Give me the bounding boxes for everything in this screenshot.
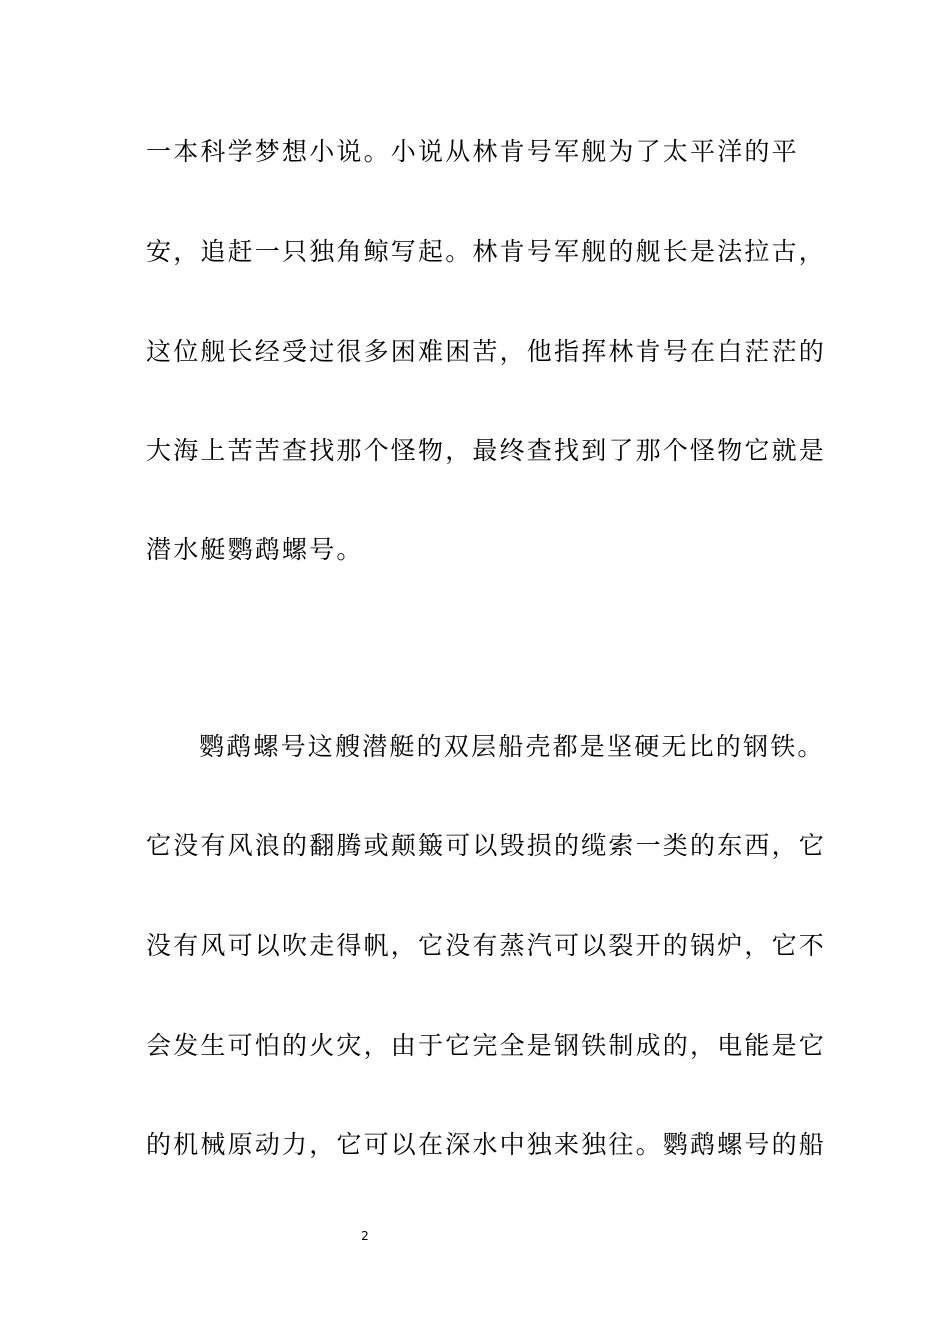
paragraph-2-line-3: 没有风可以吹走得帆，它没有蒸汽可以裂开的锅炉，它不: [146, 931, 827, 960]
paragraph-1-line-5: 潜水艇鹦鹉螺号。: [146, 535, 364, 564]
page-number: 2: [361, 1229, 369, 1243]
paragraph-2-line-1: 鹦鹉螺号这艘潜艇的双层船壳都是坚硬无比的钢铁。: [199, 732, 825, 761]
paragraph-2-line-5: 的机械原动力，它可以在深水中独来独往。鹦鹉螺号的船: [146, 1130, 827, 1159]
paragraph-1-line-3: 这位舰长经受过很多困难困苦，他指挥林肯号在白茫茫的: [146, 337, 827, 366]
paragraph-1-line-4: 大海上苦苦查找那个怪物，最终查找到了那个怪物它就是: [146, 436, 827, 465]
paragraph-2-line-4: 会发生可怕的火灾，由于它完全是钢铁制成的，电能是它: [146, 1031, 827, 1060]
paragraph-1-line-2: 安，追赶一只独角鲸写起。林肯号军舰的舰长是法拉古，: [146, 237, 827, 266]
paragraph-1-line-1: 一本科学梦想小说。小说从林肯号军舰为了太平洋的平: [146, 137, 799, 166]
paragraph-2-line-2: 它没有风浪的翻腾或颠簸可以毁损的缆索一类的东西，它: [146, 831, 827, 860]
